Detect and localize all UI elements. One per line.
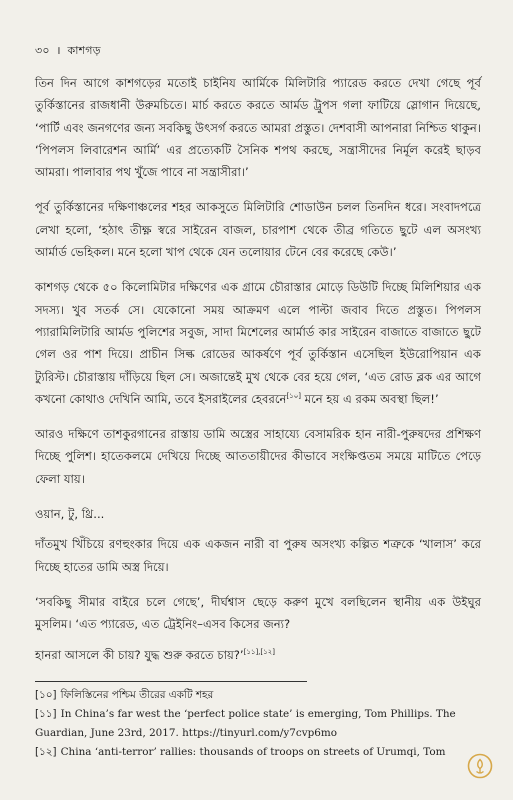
footnote-text: China ‘anti-terror’ rallies: thousands of troops on streets of Urumqi, Tom bbox=[60, 746, 446, 758]
paragraph-8-text: হানরা আসলে কী চায়? যুদ্ধ শুরু করতে চায়?’ bbox=[35, 647, 244, 662]
footnote-number: [১২] bbox=[35, 746, 57, 758]
footnote-11 bbox=[35, 705, 481, 743]
publisher-logo-svg bbox=[467, 753, 493, 779]
footnote-ref-11-12[interactable]: [১১],[১২] bbox=[243, 647, 275, 656]
footnote-12 bbox=[35, 743, 481, 762]
book-title: কাশগড় bbox=[67, 44, 101, 57]
paragraph-4: আরও দক্ষিণে তাশকুরগানের রাস্তায় ডামি অস্ত্রের সাহায্যে বেসামরিক হান নারী-পুরুষদের প্রশিক্ষণ দিচ্ছে পুলিশ। হাতেকলমে দেখিয়ে দিচ্ছে আততায়ীদের কীভাবে সংক্ষিপ্ততম সময়ে মাটিতে পেড়ে ফেলা যায়। bbox=[35, 427, 481, 486]
paragraph-8 bbox=[35, 644, 481, 666]
paragraph-7: ‘সবকিছু সীমার বাইরে চলে গেছে’, দীর্ঘশ্বাস ছেড়ে করুণ মুখে বলছিলেন স্থানীয় এক উইঘুর মুসলিম। ‘এত প্যারেড, এত ট্রেইনিং–এসব কিসের জন্য? bbox=[35, 594, 481, 632]
header-separator: । bbox=[56, 44, 61, 57]
footnote-number: [১০] bbox=[35, 689, 57, 701]
page-number: ৩০ bbox=[35, 44, 50, 57]
paragraph-3-text: কাশগড় থেকে ৫০ কিলোমিটার দক্ষিণের এক গ্রামে চৌরাস্তার মোড়ে ডিউটি দিচ্ছে মিলিশিয়ার এক সদস্য। খুব সতর্ক সে। যেকোনো সময় আক্রমণ এলে পাল্টা জবাব দিতে প্রস্তুত। পিপলস প্যারামিলিটারি আর্মড পুলিশের সবুজ, সাদা মিশেলের আর্মার্ড কার সাইরেন বাজাতে বাজাতে ছুটে গেল ওর পাশ দিয়ে। প্রাচীন সিল্ক রোডের আকর্ষণে পূর্ব তুর্কিস্তান এসেছিল ইউরোপিয়ান এক ট্যুরিস্ট। চৌরাস্তায় দাঁড়িয়ে ছিল সে। অজান্তেই মুখ থেকে বের হয়ে গেল, ‘এত রোড ব্লক এর আগে কখনো কোথাও দেখিনি আমি, তবে ইসরাইলের হেবরনে bbox=[35, 280, 481, 406]
paragraph-6: দাঁতমুখ খিঁচিয়ে রণহুংকার দিয়ে এক একজন নারী বা পুরুষ অসংখ্য কল্পিত শত্রুকে ‘খালাস’ করে দিচ্ছে হাতের ডামি অস্ত্র দিয়ে। bbox=[35, 537, 481, 574]
footnotes bbox=[35, 686, 481, 762]
footnote-number: [১১] bbox=[35, 708, 57, 720]
footnote-text: ফিলিস্তিনের পশ্চিম তীরের একটি শহর bbox=[60, 689, 214, 701]
footnote-divider bbox=[35, 681, 307, 682]
running-header bbox=[35, 42, 101, 61]
paragraph-3 bbox=[35, 276, 481, 410]
paragraph-5: ওয়ান, টু, থ্রি... bbox=[35, 507, 105, 522]
footnote-text: In China’s far west the ‘perfect police state’ is emerging, Tom Phillips. The Guardian, June 23rd, 2017. https://tinyurl.com/y7cvp6mo bbox=[35, 708, 456, 739]
body-text bbox=[35, 72, 481, 679]
publisher-logo-icon bbox=[467, 753, 493, 779]
paragraph-2: পূর্ব তুর্কিস্তানের দক্ষিণাঞ্চলের শহর আকসুতে মিলিটারি শোডাউন চলল তিনদিন ধরে। সংবাদপত্রে লেখা হলো, ‘হঠাৎ তীক্ষ্ণ স্বরে সাইরেন বাজল, চারপাশ থেকে তীব্র গতিতে ছুটে এল অসংখ্য আর্মার্ড ভেহিকল। মনে হলো খাপ থেকে যেন তলোয়ার টেনে বের করেছে কেউ।’ bbox=[35, 200, 481, 260]
footnote-10 bbox=[35, 686, 481, 705]
paragraph-3-text-end: মনে হয় এ রকম অবস্থা ছিল!’ bbox=[301, 391, 439, 406]
footnote-ref-10[interactable]: [১০] bbox=[286, 392, 301, 400]
paragraph-1: তিন দিন আগে কাশগড়ের মতোই চাইনিয আর্মিকে মিলিটারি প্যারেড করতে দেখা গেছে পূর্ব তুর্কিস্তানের রাজধানী উরুমচিতে। মার্চ করতে করতে আর্মড ট্রুপস গলা ফাটিয়ে স্লোগান দিয়েছে, ‘পার্টি এবং জনগণের জন্য সবকিছু উৎসর্গ করতে আমরা প্রস্তুত। দেশবাসী আপনারা নিশ্চিত থাকুন। ‘পিপলস লিবারেশন আর্মি’ এর প্রত্যেকটি সৈনিক শপথ করছে, সন্ত্রাসীদের নির্মূল করেই ছাড়ব আমরা। পালাবার পথ খুঁজে পাবে না সন্ত্রাসীরা।’ bbox=[35, 76, 481, 180]
